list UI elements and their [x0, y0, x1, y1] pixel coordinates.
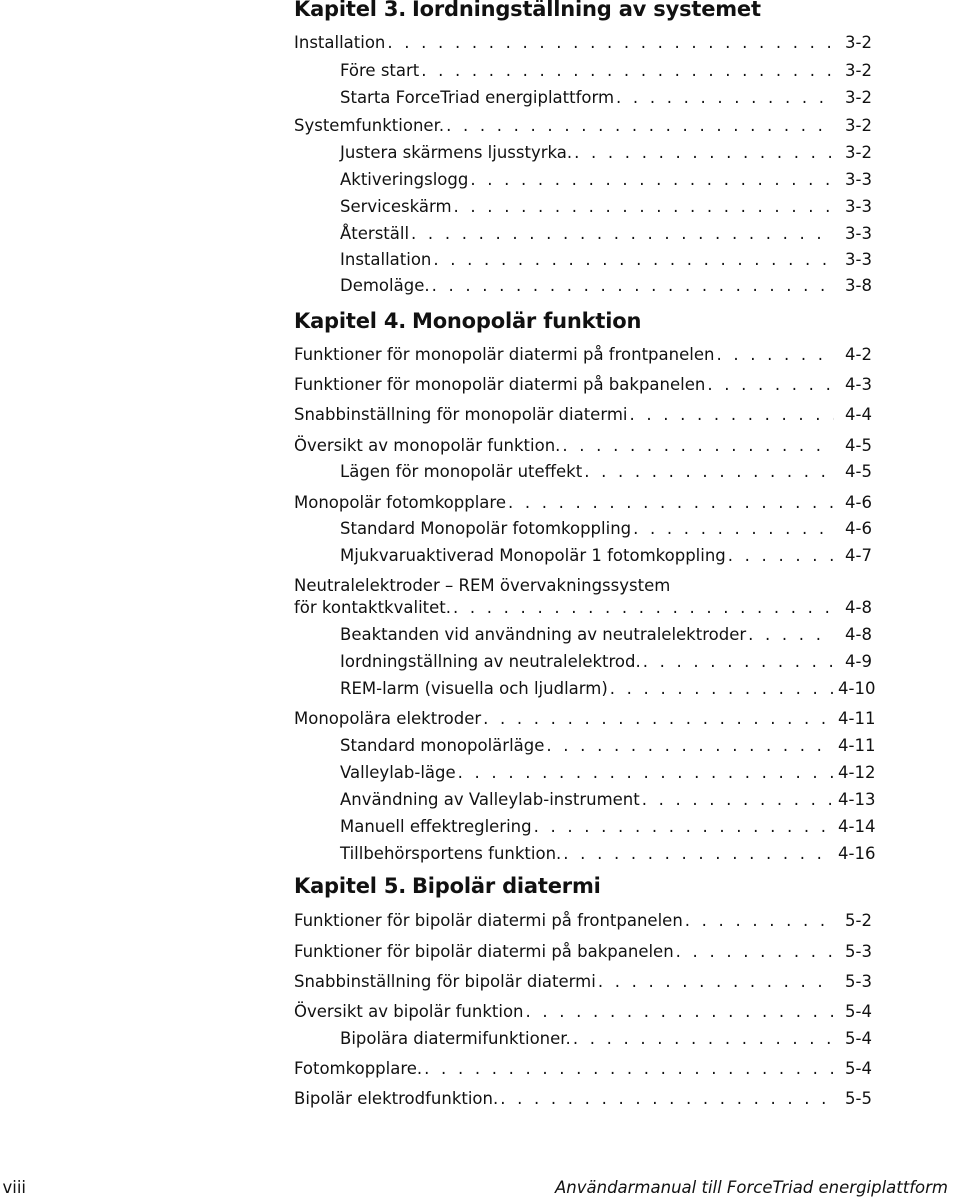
dot-leader — [526, 1002, 835, 1022]
dot-leader — [454, 197, 834, 217]
toc-entry-label: Snabbinställning för monopolär diatermi — [294, 405, 628, 424]
toc-page-number: 3-2 — [845, 143, 872, 162]
toc-entry[interactable] — [294, 972, 872, 992]
toc-page-number: 5-4 — [845, 1029, 872, 1048]
toc-page-number: 4-11 — [838, 709, 876, 728]
toc-page-number: 4-5 — [845, 462, 872, 481]
toc-page-number: 5-2 — [845, 911, 872, 930]
chapter-heading — [294, 0, 761, 21]
toc-entry[interactable] — [294, 493, 872, 513]
toc-entry[interactable] — [294, 436, 872, 456]
chapter-title: Iordningställning av systemet — [412, 0, 761, 21]
dot-leader — [411, 224, 834, 244]
dot-leader — [433, 250, 834, 270]
toc-entry-label: Starta ForceTriad energiplattform — [340, 88, 615, 107]
toc-entry-label: Översikt av monopolär funktion. — [294, 436, 561, 455]
toc-entry-label: Funktioner för monopolär diatermi på frontpanelen — [294, 345, 715, 364]
dot-leader — [387, 33, 834, 53]
toc-page-number: 4-12 — [838, 763, 876, 782]
dot-leader — [573, 1029, 834, 1049]
toc-entry-label: Iordningställning av neutralelektrod. — [340, 652, 641, 671]
toc-entry-label: Funktioner för bipolär diatermi på frontpanelen — [294, 911, 683, 930]
toc-entry[interactable] — [340, 462, 872, 482]
toc-entry[interactable] — [294, 709, 876, 729]
toc-entry[interactable] — [340, 546, 872, 566]
toc-entry[interactable] — [294, 1059, 872, 1079]
toc-entry-label: Monopolära elektroder — [294, 709, 482, 728]
dot-leader — [508, 493, 834, 513]
dot-leader — [432, 276, 834, 296]
dot-leader — [470, 170, 834, 190]
footer-page-number: viii — [2, 1178, 26, 1197]
toc-page-number: 3-3 — [845, 224, 872, 243]
dot-leader — [446, 116, 834, 136]
toc-entry-label: Beaktanden vid användning av neutralelektroder — [340, 625, 747, 644]
toc-entry[interactable] — [294, 116, 872, 136]
chapter-title: Monopolär funktion — [412, 309, 642, 333]
toc-page-number: 4-6 — [845, 519, 872, 538]
dot-leader — [716, 345, 834, 365]
toc-entry-label: Aktiveringslogg — [340, 170, 469, 189]
toc-page-number: 4-9 — [845, 652, 872, 671]
toc-page-number: 3-3 — [845, 170, 872, 189]
toc-entry-label: Justera skärmens ljusstyrka. — [340, 143, 573, 162]
dot-leader — [563, 844, 834, 864]
toc-page-number: 4-4 — [845, 405, 872, 424]
toc-entry-label: Serviceskärm — [340, 197, 452, 216]
toc-page-number: 4-8 — [845, 625, 872, 644]
toc-page-number: 4-13 — [838, 790, 876, 809]
dot-leader — [458, 763, 834, 783]
toc-page-number: 4-3 — [845, 375, 872, 394]
dot-leader — [584, 462, 834, 482]
toc-entry[interactable] — [294, 375, 872, 395]
toc-entry-label: REM-larm (visuella och ljudlarm) — [340, 679, 608, 698]
toc-entry[interactable] — [294, 345, 872, 365]
toc-entry[interactable] — [340, 519, 872, 539]
toc-entry[interactable] — [294, 405, 872, 425]
toc-entry-label: för kontaktkvalitet. — [294, 598, 451, 617]
dot-leader — [562, 436, 834, 456]
chapter-heading — [294, 874, 601, 898]
toc-entry-label: Standard Monopolär fotomkoppling — [340, 519, 632, 538]
toc-page-number: 4-7 — [845, 546, 872, 565]
toc-entry-label: Tillbehörsportens funktion. — [340, 844, 562, 863]
dot-leader — [616, 88, 834, 108]
dot-leader — [534, 817, 834, 837]
toc-entry[interactable] — [340, 1029, 872, 1049]
toc-entry-label: Valleylab-läge — [340, 763, 456, 782]
toc-entry[interactable] — [340, 143, 872, 163]
toc-entry-label: Översikt av bipolär funktion — [294, 1002, 524, 1021]
toc-entry[interactable] — [294, 1089, 872, 1109]
chapter-number: Kapitel 5. — [294, 874, 407, 898]
toc-entry[interactable] — [340, 88, 872, 108]
toc-page-number: 4-2 — [845, 345, 872, 364]
toc-entry-label: Återställ — [340, 224, 410, 243]
dot-leader — [633, 519, 834, 539]
toc-page-number: 5-3 — [845, 942, 872, 961]
toc-page-number: 4-6 — [845, 493, 872, 512]
dot-leader — [546, 736, 834, 756]
toc-page-number: 3-8 — [845, 276, 872, 295]
toc-entry[interactable] — [294, 1002, 872, 1022]
toc-page-number: 4-8 — [845, 598, 872, 617]
toc-page-number: 4-16 — [838, 844, 876, 863]
toc-entry[interactable] — [340, 61, 872, 81]
dot-leader — [424, 1059, 834, 1079]
toc-entry-label: Funktioner för monopolär diatermi på bakpanelen — [294, 375, 706, 394]
toc-entry-label: Funktioner för bipolär diatermi på bakpanelen — [294, 942, 674, 961]
toc-entry[interactable] — [340, 844, 876, 864]
toc-entry[interactable] — [340, 250, 872, 270]
dot-leader — [728, 546, 834, 566]
toc-page-number: 4-5 — [845, 436, 872, 455]
toc-entry-label: Före start — [340, 61, 420, 80]
toc-page-number: 4-10 — [838, 679, 876, 698]
chapter-title: Bipolär diatermi — [412, 874, 601, 898]
toc-entry-label: Bipolär elektrodfunktion. — [294, 1089, 499, 1108]
toc-entry[interactable] — [340, 652, 872, 672]
toc-entry-label: Systemfunktioner. — [294, 116, 445, 135]
chapter-number: Kapitel 3. — [294, 0, 407, 21]
toc-entry[interactable] — [294, 911, 872, 931]
dot-leader — [598, 972, 834, 992]
toc-entry-label: Mjukvaruaktiverad Monopolär 1 fotomkoppling — [340, 546, 726, 565]
toc-page-number: 3-3 — [845, 197, 872, 216]
dot-leader — [685, 911, 834, 931]
toc-entry[interactable] — [340, 625, 872, 645]
chapter-heading — [294, 309, 641, 333]
dot-leader — [421, 61, 834, 81]
toc-entry-label: Monopolär fotomkopplare — [294, 493, 506, 512]
toc-page-number: 5-3 — [845, 972, 872, 991]
dot-leader — [453, 598, 834, 618]
toc-page-number: 5-4 — [845, 1002, 872, 1021]
toc-entry-label: Lägen för monopolär uteffekt — [340, 462, 583, 481]
toc-page-number: 3-2 — [845, 61, 872, 80]
dot-leader — [500, 1089, 834, 1109]
toc-entry[interactable] — [340, 817, 876, 837]
toc-entry[interactable] — [340, 679, 876, 699]
toc-page-number: 5-5 — [845, 1089, 872, 1108]
dot-leader — [642, 790, 834, 810]
footer-manual-title: Användarmanual till ForceTriad energiplattform — [554, 1178, 948, 1197]
chapter-number: Kapitel 4. — [294, 309, 407, 333]
toc-entry[interactable] — [340, 170, 872, 190]
dot-leader — [610, 679, 834, 699]
toc-page-number: 4-11 — [838, 736, 876, 755]
toc-entry-label: Manuell effektreglering — [340, 817, 532, 836]
dot-leader — [707, 375, 834, 395]
toc-entry-label: Fotomkopplare. — [294, 1059, 423, 1078]
toc-entry[interactable] — [340, 224, 872, 244]
toc-entry[interactable] — [294, 598, 872, 618]
toc-entry[interactable] — [340, 763, 876, 783]
toc-entry[interactable] — [294, 33, 872, 53]
dot-leader — [629, 405, 834, 425]
toc-page-number: 3-2 — [845, 116, 872, 135]
toc-entry-label: Standard monopolärläge — [340, 736, 545, 755]
toc-page-number: 5-4 — [845, 1059, 872, 1078]
toc-entry-label: Användning av Valleylab-instrument — [340, 790, 640, 809]
toc-entry[interactable] — [340, 197, 872, 217]
toc-page-number: 3-2 — [845, 88, 872, 107]
toc-entry[interactable] — [340, 736, 876, 756]
toc-entry-label: Demoläge. — [340, 276, 430, 295]
dot-leader — [643, 652, 834, 672]
dot-leader — [483, 709, 834, 729]
toc-entry-label: Bipolära diatermifunktioner. — [340, 1029, 571, 1048]
toc-page-number: 3-3 — [845, 250, 872, 269]
toc-entry-label: Installation — [340, 250, 432, 269]
toc-entry[interactable] — [340, 790, 876, 810]
toc-entry-label-line1: Neutralelektroder – REM övervakningssystem — [294, 576, 671, 595]
dot-leader — [574, 143, 834, 163]
dot-leader — [676, 942, 834, 962]
dot-leader — [748, 625, 834, 645]
toc-page-number: 3-2 — [845, 33, 872, 52]
toc-entry[interactable] — [340, 276, 872, 296]
toc-page-number: 4-14 — [838, 817, 876, 836]
toc-entry-label: Snabbinställning för bipolär diatermi — [294, 972, 596, 991]
toc-entry[interactable] — [294, 942, 872, 962]
toc-entry-label: Installation — [294, 33, 386, 52]
